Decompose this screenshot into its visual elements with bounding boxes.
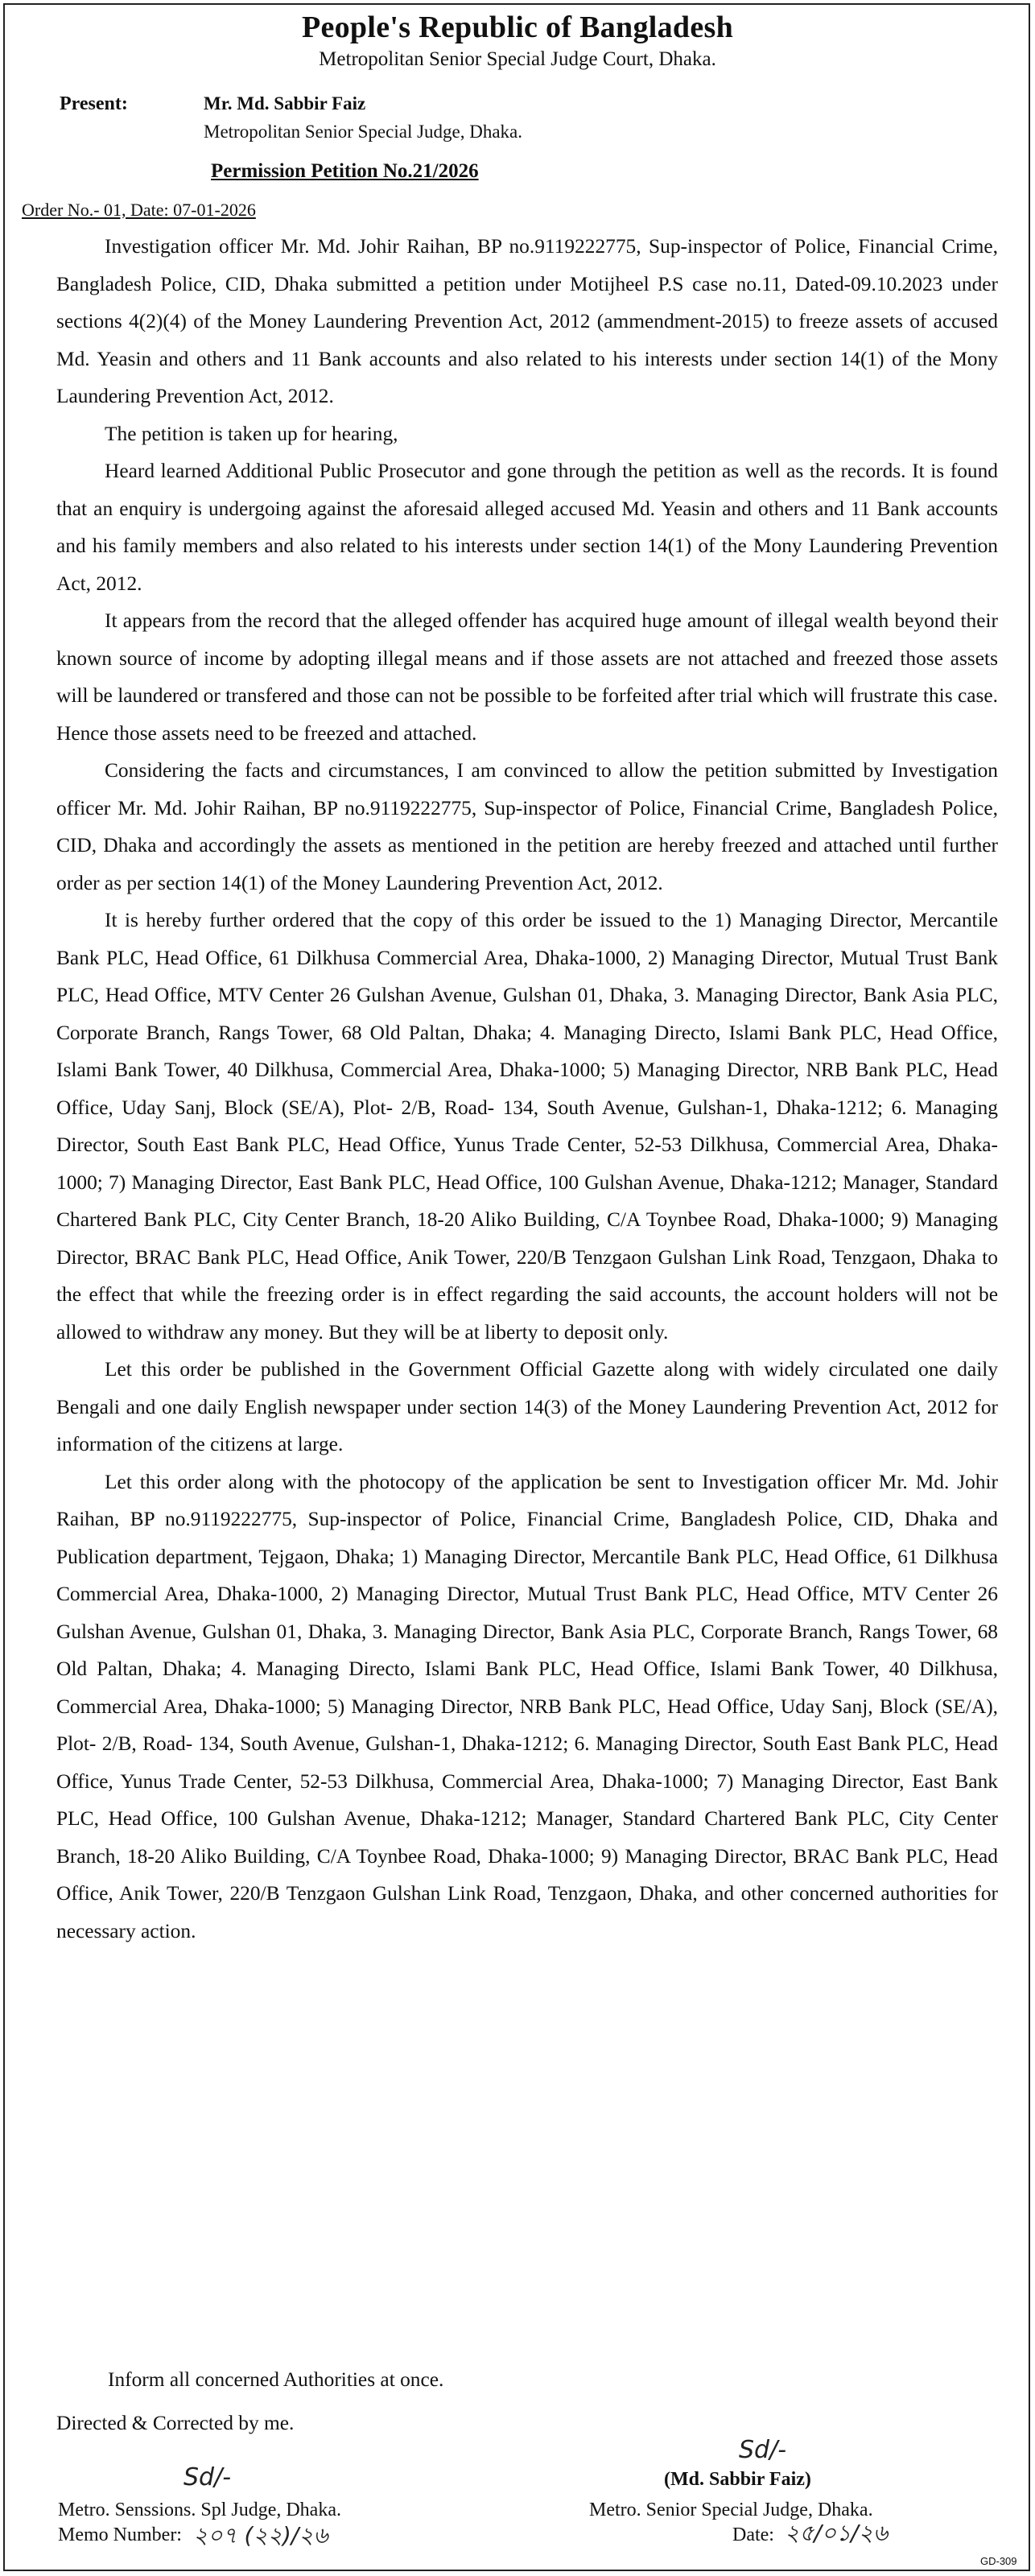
memo-number-label: Memo Number:	[58, 2524, 182, 2545]
paragraph-gazette: Let this order be published in the Government Official Gazette along with widely circulated one daily Bengali and one daily English newspaper under section 14(3) of the Money Laundering Prevention Act, 2012 for information of the citizens at large.	[56, 1358, 998, 1455]
paragraph-petition-submitted: Investigation officer Mr. Md. Johir Raihan, BP no.9119222775, Sup-inspector of Police, Financial Crime, Bangladesh Police, CID, Dhaka submitted a petition under Motijheel P.S case no.11, Dated-09.10.2023 under sections 4(2)(4) of the Money Laundering Prevention Act, 2012 (ammendment-2015) to freeze assets of accused Md. Yeasin and others and 11 Bank accounts and also related to his interests under section 14(1) of the Mony Laundering Prevention Act, 2012.	[56, 235, 998, 407]
present-label: Present:	[60, 93, 128, 114]
signatory-name: (Md. Sabbir Faiz)	[664, 2469, 811, 2490]
petition-number: Permission Petition No.21/2026	[211, 160, 479, 182]
paragraph-distribution: Let this order along with the photocopy of the application be sent to Investigation officer Mr. Md. Johir Raihan, BP no.9119222775, Sup-inspector of Police, Financial Crime, Bangladesh Police, CID, Dhaka and Publication department, Tejgaon, Dhaka; 1) Managing Director, Mercantile Bank PLC, Head Office, 61 Dilkhusa Commercial Area, Dhaka-1000, 2) Managing Director, Mutual Trust Bank PLC, Head Office, MTV Center 26 Gulshan Avenue, Gulshan 01, Dhaka, 3. Managing Director, Bank Asia PLC, Corporate Branch, Rangs Tower, 68 Old Paltan, Dhaka; 4. Managing Directo, Islami Bank PLC, Head Office, Islami Bank Tower, 40 Dilkhusa, Commercial Area, Dhaka-1000; 5) Managing Director, NRB Bank PLC, Head Office, Uday Sanj, Block (SE/A), Plot- 2/B, Road- 134, South Avenue, Gulshan-1, Dhaka-1212; 6. Managing Director, South East Bank PLC, Head Office, Yunus Trade Center, 52-53 Dilkhusa, Commercial Area, Dhaka-1000; 7) Managing Director, East Bank PLC, Head Office, 100 Gulshan Avenue, Dhaka-1212; Manager, Standard Chartered Bank PLC, City Center Branch, 18-20 Aliko Building, C/A Toynbee Road, Dhaka-1000; 9) Managing Director, BRAC Bank PLC, Head Office, Anik Tower, 220/B Tenzgaon Gulshan Link Road, Tenzgaon, Dhaka, and other concerned authorities for necessary action.	[56, 1470, 998, 1942]
directed-corrected: Directed & Corrected by me.	[56, 2412, 295, 2434]
memo-number-value: ২০৭ (২২)/২৬	[193, 2522, 328, 2549]
inform-authorities: Inform all concerned Authorities at once.	[108, 2368, 444, 2391]
right-signature-mark: Sd/-	[739, 2436, 787, 2464]
paragraph-heard: Heard learned Additional Public Prosecutor and gone through the petition as well as the records. It is found that an enquiry is undergoing against the aforesaid alleged accused Md. Yeasin and others and 11 Bank accounts and his family members and also related to his interests under section 14(1) of the Mony Laundering Prevention Act, 2012.	[56, 460, 998, 595]
date-value: ২৫/০১/২৬	[785, 2520, 889, 2546]
left-signature-mark: Sd/-	[183, 2463, 232, 2491]
paragraph-record-findings: It appears from the record that the alleged offender has acquired huge amount of illegal wealth beyond their known source of income by adopting illegal means and if those assets are not attached and freezed those assets will be laundered or transfered and those can not be possible to be forfeited after trial which will frustrate this case. Hence those assets need to be freezed and attached.	[56, 609, 998, 745]
document-code: GD-309	[980, 2555, 1017, 2567]
judge-title: Metropolitan Senior Special Judge, Dhaka.	[204, 122, 523, 142]
order-body	[56, 228, 998, 1950]
document-title: People's Republic of Bangladesh	[301, 10, 734, 44]
left-signatory-role: Metro. Senssions. Spl Judge, Dhaka.	[58, 2500, 341, 2520]
right-signatory-role: Metro. Senior Special Judge, Dhaka.	[589, 2500, 873, 2520]
paragraph-copy-issued: It is hereby further ordered that the copy of this order be issued to the 1) Managing Director, Mercantile Bank PLC, Head Office, 61 Dilkhusa Commercial Area, Dhaka-1000, 2) Managing Director, Mutual Trust Bank PLC, Head Office, MTV Center 26 Gulshan Avenue, Gulshan 01, Dhaka, 3. Managing Director, Bank Asia PLC, Corporate Branch, Rangs Tower, 68 Old Paltan, Dhaka; 4. Managing Directo, Islami Bank PLC, Head Office, Islami Bank Tower, 40 Dilkhusa, Commercial Area, Dhaka-1000; 5) Managing Director, NRB Bank PLC, Head Office, Uday Sanj, Block (SE/A), Plot- 2/B, Road- 134, South Avenue, Gulshan-1, Dhaka-1212; 6. Managing Director, South East Bank PLC, Head Office, Yunus Trade Center, 52-53 Dilkhusa, Commercial Area, Dhaka-1000; 7) Managing Director, East Bank PLC, Head Office, 100 Gulshan Avenue, Dhaka-1212; Manager, Standard Chartered Bank PLC, City Center Branch, 18-20 Aliko Building, C/A Toynbee Road, Dhaka-1000; 9) Managing Director, BRAC Bank PLC, Head Office, Anik Tower, 220/B Tenzgaon Gulshan Link Road, Tenzgaon, Dhaka to the effect that while the freezing order is in effect regarding the said accounts, the account holders will not be allowed to withdraw any money. But they will be at liberty to deposit only.	[56, 909, 998, 1344]
judge-name: Mr. Md. Sabbir Faiz	[204, 93, 366, 114]
date-label: Date:	[732, 2524, 774, 2545]
order-number-date: Order No.- 01, Date: 07-01-2026	[22, 200, 256, 220]
paragraph-hearing: The petition is taken up for hearing,	[105, 422, 398, 445]
court-name: Metropolitan Senior Special Judge Court, Dhaka.	[319, 48, 716, 70]
paragraph-decision: Considering the facts and circumstances, I am convinced to allow the petition submitted by Investigation officer Mr. Md. Johir Raihan, BP no.9119222775, Sup-inspector of Police, Financial Crime, Bangladesh Police, CID, Dhaka and accordingly the assets as mentioned in the petition are hereby freezed and attached until further order as per section 14(1) of the Money Laundering Prevention Act, 2012.	[56, 759, 998, 894]
